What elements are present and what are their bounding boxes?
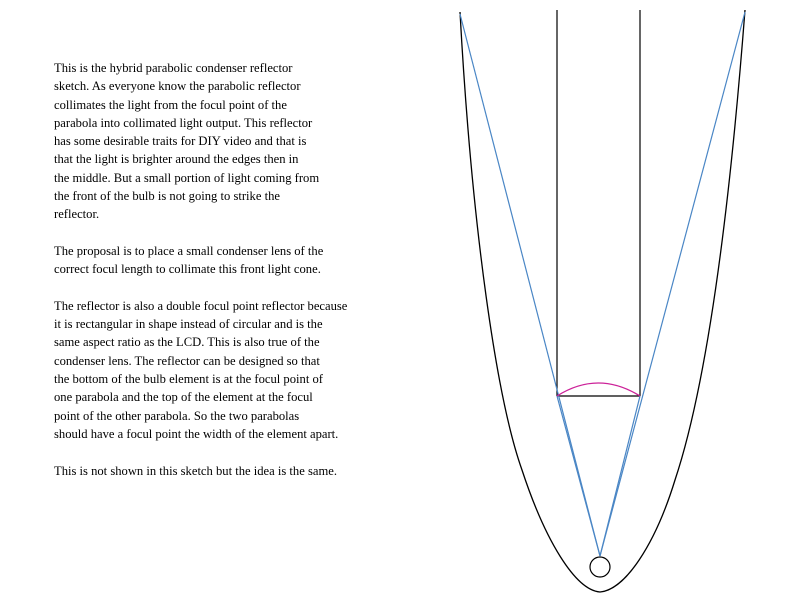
text-line: reflector. xyxy=(54,207,100,222)
text-line: sketch. As everyone know the parabolic reflector xyxy=(54,79,301,94)
text-line: the front of the bulb is not going to strike the xyxy=(54,189,280,204)
text-line: This is not shown in this sketch but the idea is the same. xyxy=(54,463,337,478)
text-line: collimates the light from the focul point of the xyxy=(54,97,287,112)
parabolic-reflector xyxy=(460,10,745,592)
text-line: condenser lens. The reflector can be designed so that xyxy=(54,353,320,368)
text-line: that the light is brighter around the edges then in xyxy=(54,152,299,167)
bulb xyxy=(590,557,610,577)
text-line: This is the hybrid parabolic condenser reflector xyxy=(54,61,293,75)
text-line: one parabola and the top of the element at the focul xyxy=(54,390,313,405)
text-line: has some desirable traits for DIY video and that is xyxy=(54,134,307,149)
text-line: parabola into collimated light output. This reflector xyxy=(54,115,313,130)
text-line: The reflector is also a double focul point reflector because xyxy=(54,298,348,313)
light-ray-outer-right xyxy=(600,12,745,556)
text-line: The proposal is to place a small condenser lens of the xyxy=(54,243,324,258)
text-line: correct focul length to collimate this front light cone. xyxy=(54,262,321,277)
text-line: same aspect ratio as the LCD. This is also true of the xyxy=(54,335,320,350)
text-line: the bottom of the bulb element is at the focul point of xyxy=(54,372,323,387)
light-ray-outer-left xyxy=(460,14,600,556)
text-line: should have a focul point the width of the element apart. xyxy=(54,426,339,441)
text-line: point of the other parabola. So the two parabolas xyxy=(54,408,300,423)
text-line: the middle. But a small portion of light coming from xyxy=(54,170,320,185)
light-ray-inner-left xyxy=(557,396,600,556)
condenser-lens xyxy=(557,383,640,396)
text-line: it is rectangular in shape instead of circular and is the xyxy=(54,317,323,332)
light-ray-inner-right xyxy=(600,396,640,556)
